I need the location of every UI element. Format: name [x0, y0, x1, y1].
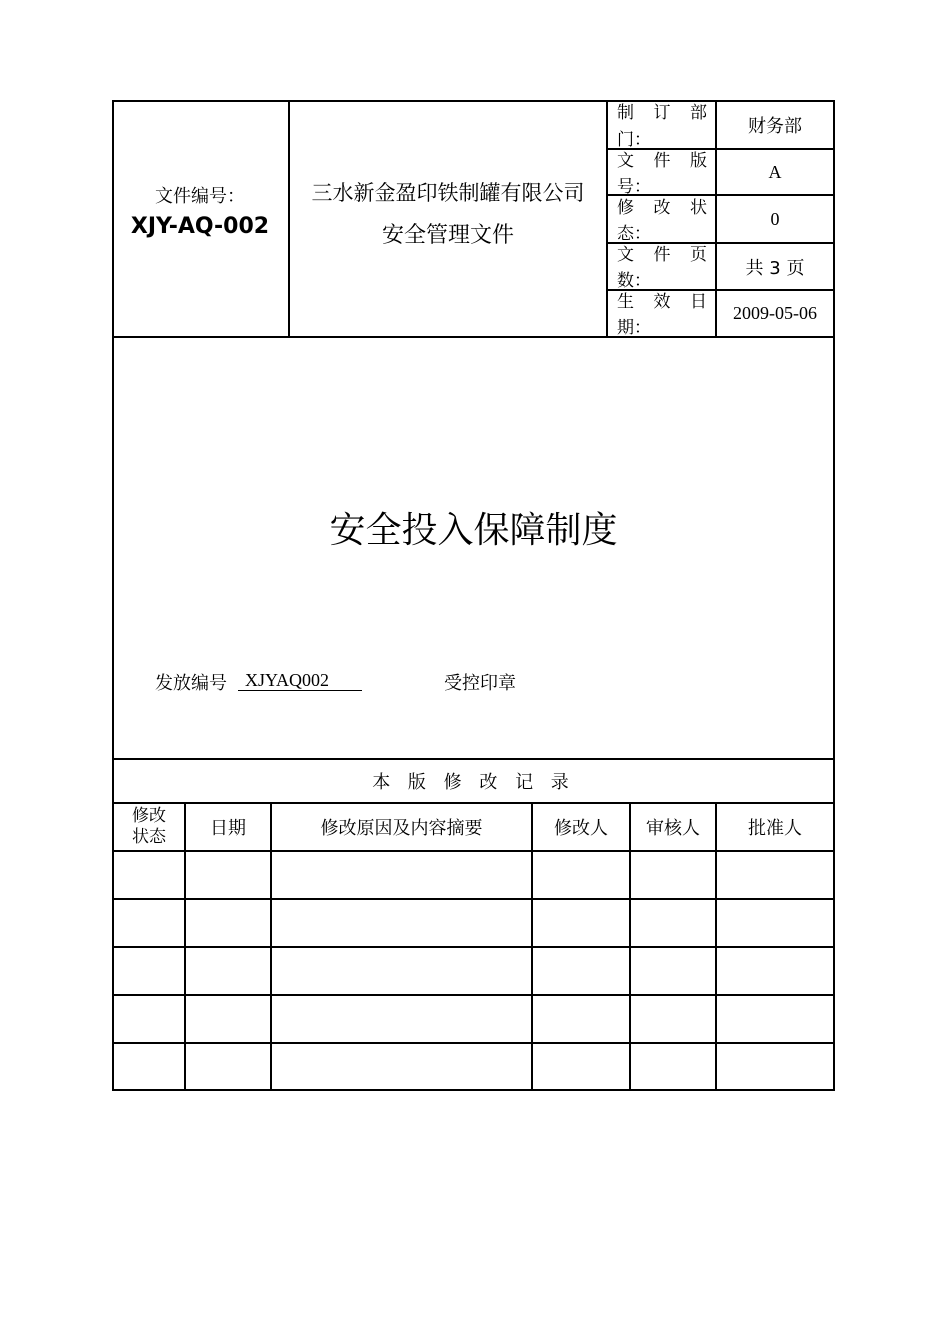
col-header-modifier: 修改人 — [554, 818, 608, 839]
table-row — [114, 900, 833, 946]
meta-value-department: 财务部 — [748, 116, 802, 137]
meta-label-revision-2: 态： — [617, 224, 651, 244]
meta-label-department-2: 门： — [617, 130, 651, 150]
col-header-revision-status-line2: 状态 — [132, 827, 166, 847]
table-row — [114, 948, 833, 994]
col-header-reason: 修改原因及内容摘要 — [320, 818, 483, 839]
col-header-revision-status — [114, 804, 184, 850]
meta-value-version: A — [768, 161, 782, 182]
meta-label-pages-2: 数： — [617, 271, 651, 291]
meta-label-version-2: 号： — [617, 177, 651, 197]
control-stamp-label: 受控印章 — [444, 673, 516, 694]
revision-record-title: 本 版 修 改 记 录 — [372, 772, 575, 793]
meta-label-line1: 制 订 部 — [617, 103, 707, 123]
meta-label-revision — [617, 197, 707, 219]
table-row — [114, 1044, 833, 1089]
meta-label-version — [617, 150, 707, 172]
meta-label-pages — [617, 244, 707, 266]
meta-value-pages: 共 3 页 — [745, 257, 805, 279]
meta-label-effective-date — [617, 291, 707, 313]
doc-number: XJY-AQ-002 — [130, 214, 270, 239]
col-header-revision-status-line1: 修改 — [132, 806, 166, 826]
meta-label-department — [617, 102, 707, 124]
meta-label-effective-date-2: 期： — [617, 318, 651, 338]
col-header-reviewer: 审核人 — [646, 818, 700, 839]
meta-label-line1: 文 件 页 — [617, 245, 707, 265]
meta-label-line1: 修 改 状 — [617, 198, 707, 218]
header-divider-2 — [606, 100, 608, 338]
doc-number-label: 文件编号： — [155, 186, 245, 207]
col-header-approver: 批准人 — [748, 818, 802, 839]
issue-number: XJYAQ002 — [245, 670, 330, 690]
col-header-date: 日期 — [210, 818, 246, 839]
company-name: 三水新金盈印铁制罐有限公司 — [311, 181, 585, 205]
issue-number-label: 发放编号 — [155, 673, 227, 694]
meta-value-effective-date: 2009-05-06 — [733, 303, 817, 323]
doc-type: 安全管理文件 — [381, 223, 514, 248]
meta-label-line1: 文 件 版 — [617, 151, 707, 171]
header-bottom-line — [112, 336, 835, 338]
table-row — [114, 852, 833, 898]
table-row — [114, 996, 833, 1042]
meta-value-revision: 0 — [770, 208, 780, 229]
issue-number-underline — [238, 690, 362, 691]
meta-label-line1: 生 效 日 — [617, 292, 707, 312]
document-title: 安全投入保障制度 — [329, 510, 618, 551]
